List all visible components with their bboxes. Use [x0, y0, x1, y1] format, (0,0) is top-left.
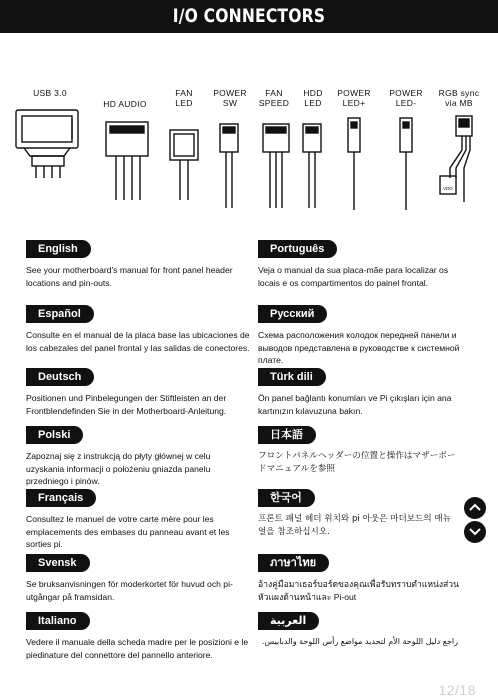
usb-connector-icon: [16, 110, 78, 178]
powerledminus-connector-icon: [400, 118, 412, 210]
lang-svensk: [26, 553, 248, 603]
lang-korean: [258, 488, 458, 538]
fanspeed-connector-icon: [263, 124, 289, 208]
lang-portugues: [258, 239, 470, 289]
lang-label-espanol: Español: [26, 305, 94, 323]
lang-text-english: See your motherboard's manual for front panel header locations and pin-outs.: [26, 265, 233, 288]
lang-label-japanese: 日本語: [258, 426, 316, 444]
lang-text-portugues: Veja o manual da sua placa-mãe para localizar os locais e os compartimentos do painel frontal.: [258, 265, 449, 288]
lang-italiano: [26, 611, 252, 661]
lang-label-arabic: العربية: [258, 612, 319, 630]
lang-label-thai: ภาษาไทย: [258, 554, 329, 572]
connector-label-hddled: HDD LED: [303, 88, 323, 108]
fanled-connector-icon: [170, 130, 198, 200]
connector-label-hdaudio: HD AUDIO: [103, 99, 147, 109]
lang-text-espanol: Consulte en el manual de la placa base las ubicaciones de los cabezales del panel frontal y las salidas de conectores.: [26, 330, 250, 353]
lang-label-korean: 한국어: [258, 489, 315, 507]
lang-label-polski: Polski: [26, 426, 83, 444]
lang-text-arabic: راجع دليل اللوحة الأم لتحديد مواضع رأس اللوحة والدبابيس.: [261, 637, 458, 646]
lang-thai: [258, 553, 460, 603]
lang-label-italiano: Italiano: [26, 612, 90, 630]
connector-label-rgb: RGB sync via MB: [438, 88, 480, 108]
lang-english: [26, 239, 250, 289]
connector-label-fanled: FAN LED: [175, 88, 193, 108]
powerledplus-connector-icon: [348, 118, 360, 210]
lang-russian: [258, 304, 470, 367]
lang-text-italiano: Vedere il manuale della scheda madre per le posizioni e le piedinature del connettore del pannello anteriore.: [26, 637, 249, 660]
lang-text-thai: อ้างคู่มือมาเธอร์บอร์ดของคุณเพื่อรับทราบตำแหน่งส่วนหัวแผงด้านหน้าและ Pi-out: [258, 579, 459, 602]
lang-text-polski: Zapoznaj się z instrukcją do płyty głównej w celu uzyskania informacji o położeniu gniazda panelu przedniego i pinów.: [26, 451, 211, 486]
lang-text-japanese: フロントパネルヘッダーの位置と操作はマザーボードマニュアルを参照: [258, 451, 456, 474]
lang-turkish: [258, 367, 470, 417]
page-number: 12/18: [438, 682, 476, 698]
lang-deutsch: [26, 367, 250, 417]
lang-label-russian: Русский: [258, 305, 327, 323]
rgb-plug-text: VDG: [443, 186, 453, 191]
lang-text-deutsch: Positionen und Pinbelegungen der Stiftleisten an der Frontblendefinden Sie in der Motherboard-Anleitung.: [26, 393, 227, 416]
connector-label-usb: USB 3.0: [33, 88, 67, 98]
prev-page-button[interactable]: [464, 497, 486, 519]
page-title: I/O CONNECTORS: [172, 5, 326, 27]
lang-label-deutsch: Deutsch: [26, 368, 94, 386]
lang-label-portugues: Português: [258, 240, 337, 258]
connector-label-powerledminus: POWER LED-: [389, 88, 423, 108]
connector-label-powersw: POWER SW: [213, 88, 247, 108]
hdaudio-connector-icon: [106, 122, 148, 200]
lang-label-english: English: [26, 240, 91, 258]
chevron-down-icon: [469, 527, 481, 537]
lang-label-svensk: Svensk: [26, 554, 90, 572]
lang-text-turkish: Ön panel bağlantı konumları ve Pi çıkışları için ana kartınızın kılavuzuna bakın.: [258, 393, 452, 416]
lang-text-russian: Схема расположения колодок передней панели и выводов представлена в руководстве к системной плате.: [258, 330, 460, 365]
lang-text-svensk: Se bruksanvisningen för moderkortet för huvud och pi-utgångar på framsidan.: [26, 579, 233, 602]
lang-text-francais: Consultez le manuel de votre carte mère pour les emplacements des embases du panneau avant et les sorties pi.: [26, 514, 230, 549]
connector-label-fanspeed: FAN SPEED: [258, 88, 290, 108]
lang-francais: [26, 488, 248, 551]
powersw-connector-icon: [220, 124, 238, 208]
lang-espanol: [26, 304, 256, 354]
next-page-button[interactable]: [464, 521, 486, 543]
lang-polski: [26, 425, 248, 488]
connector-label-powerledplus: POWER LED+: [337, 88, 371, 108]
lang-japanese: [258, 425, 458, 475]
lang-text-korean: 프론트 패널 헤더 위치와 pi 아웃은 마더보드의 매뉴얼을 참조하십시오.: [258, 514, 451, 537]
chevron-up-icon: [469, 503, 481, 513]
hddled-connector-icon: [303, 124, 321, 208]
lang-arabic: [258, 611, 458, 649]
connector-diagram: [0, 0, 498, 235]
lang-label-francais: Français: [26, 489, 96, 507]
lang-label-turkish: Türk dili: [258, 368, 326, 386]
